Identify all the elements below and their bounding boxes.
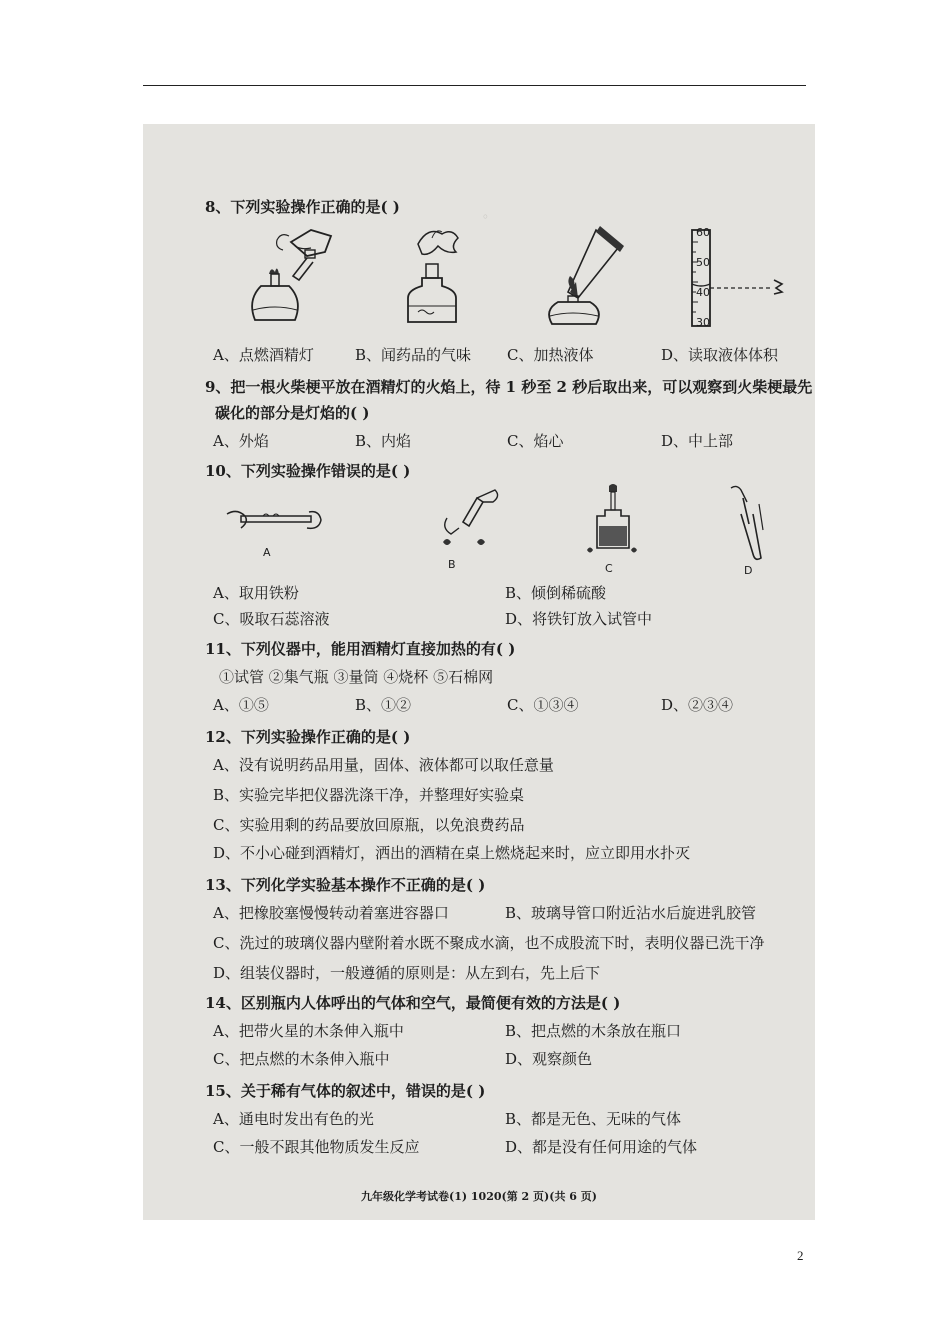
- q13-option-a: A、把橡胶塞慢慢转动着塞进容器口: [213, 904, 449, 922]
- q10-figure-label-d: D: [744, 564, 753, 577]
- alcohol-lamp-lighting-figure: [241, 226, 337, 326]
- pouring-acid-figure: [433, 488, 503, 558]
- q14-option-c: C、把点燃的木条伸入瓶中: [213, 1050, 390, 1068]
- q14-option-b: B、把点燃的木条放在瓶口: [505, 1022, 682, 1040]
- dropper-litmus-figure: [583, 484, 643, 558]
- q12-option-a: A、没有说明药品用量，固体、液体都可以取任意量: [213, 756, 554, 774]
- heating-liquid-figure: [538, 226, 628, 326]
- question-9-stem-line2: 碳化的部分是灯焰的( ): [215, 404, 370, 422]
- q9-option-d: D、中上部: [661, 432, 734, 450]
- q13-option-c: C、洗过的玻璃仪器内壁附着水既不聚成水滴，也不成股流下时，表明仪器已洗干净: [213, 934, 765, 952]
- graduated-cylinder-figure: [678, 228, 788, 328]
- question-11-stem: 11、下列仪器中，能用酒精灯直接加热的有( ): [205, 640, 516, 658]
- q13-option-b: B、玻璃导管口附近沾水后旋进乳胶管: [505, 904, 757, 922]
- q8-option-a: A、点燃酒精灯: [213, 346, 314, 364]
- q14-option-d: D、观察颜色: [505, 1050, 593, 1068]
- question-15-stem: 15、关于稀有气体的叙述中，错误的是( ): [205, 1082, 486, 1100]
- q8-option-c: C、加热液体: [507, 346, 594, 364]
- q10-option-c: C、吸取石蕊溶液: [213, 610, 330, 628]
- q15-option-a: A、通电时发出有色的光: [213, 1110, 374, 1128]
- q11-instrument-list: ①试管 ②集气瓶 ③量筒 ④烧杯 ⑤石棉网: [219, 668, 494, 686]
- exam-footer: 九年级化学考试卷(1) 1020(第 2 页)(共 6 页): [361, 1190, 597, 1203]
- q10-option-a: A、取用铁粉: [213, 584, 299, 602]
- taking-iron-powder-figure: [223, 506, 323, 536]
- q10-figure-label-a: A: [263, 546, 271, 559]
- question-13-stem: 13、下列化学实验基本操作不正确的是( ): [205, 876, 486, 894]
- q12-option-b: B、实验完毕把仪器洗涤干净，并整理好实验桌: [213, 786, 525, 804]
- q10-option-b: B、倾倒稀硫酸: [505, 584, 607, 602]
- smelling-chemical-figure: [398, 224, 478, 328]
- question-10-stem: 10、下列实验操作错误的是( ): [205, 462, 411, 480]
- q12-option-c: C、实验用剩的药品要放回原瓶，以免浪费药品: [213, 816, 525, 834]
- scanned-exam-page: [143, 124, 815, 1220]
- q15-option-b: B、都是无色、无味的气体: [505, 1110, 682, 1128]
- question-8-stem: 8、下列实验操作正确的是( ): [205, 198, 400, 216]
- q9-option-c: C、焰心: [507, 432, 564, 450]
- q11-option-b: B、①②: [355, 696, 412, 714]
- cylinder-tick-40: 40: [696, 286, 710, 299]
- bleed-through-text: 。: [483, 206, 497, 221]
- q11-option-c: C、①③④: [507, 696, 579, 714]
- page-number: 2: [797, 1248, 804, 1263]
- q10-figure-label-c: C: [605, 562, 613, 575]
- question-12-stem: 12、下列实验操作正确的是( ): [205, 728, 411, 746]
- q14-option-a: A、把带火星的木条伸入瓶中: [213, 1022, 404, 1040]
- q10-option-d: D、将铁钉放入试管中: [505, 610, 653, 628]
- cylinder-tick-30: 30: [696, 316, 710, 329]
- q8-option-d: D、读取液体体积: [661, 346, 779, 364]
- cylinder-tick-50: 50: [696, 256, 710, 269]
- q13-option-d: D、组装仪器时，一般遵循的原则是：从左到右，先上后下: [213, 964, 601, 982]
- q12-option-d: D、不小心碰到酒精灯，洒出的酒精在桌上燃烧起来时，应立即用水扑灭: [213, 844, 691, 862]
- q11-option-d: D、②③④: [661, 696, 734, 714]
- q11-option-a: A、①⑤: [213, 696, 269, 714]
- q8-option-b: B、闻药品的气味: [355, 346, 472, 364]
- cylinder-tick-60: 60: [696, 226, 710, 239]
- q9-option-b: B、内焰: [355, 432, 412, 450]
- q15-option-c: C、一般不跟其他物质发生反应: [213, 1138, 420, 1156]
- header-rule: [143, 85, 806, 86]
- q15-option-d: D、都是没有任何用途的气体: [505, 1138, 698, 1156]
- q10-figure-label-b: B: [448, 558, 456, 571]
- q9-option-a: A、外焰: [213, 432, 269, 450]
- question-14-stem: 14、区别瓶内人体呼出的气体和空气，最简便有效的方法是( ): [205, 994, 621, 1012]
- iron-nail-test-tube-figure: [723, 484, 773, 564]
- question-9-stem-line1: 9、把一根火柴梗平放在酒精灯的火焰上，待 1 秒至 2 秒后取出来，可以观察到火柴梗最先: [205, 378, 813, 396]
